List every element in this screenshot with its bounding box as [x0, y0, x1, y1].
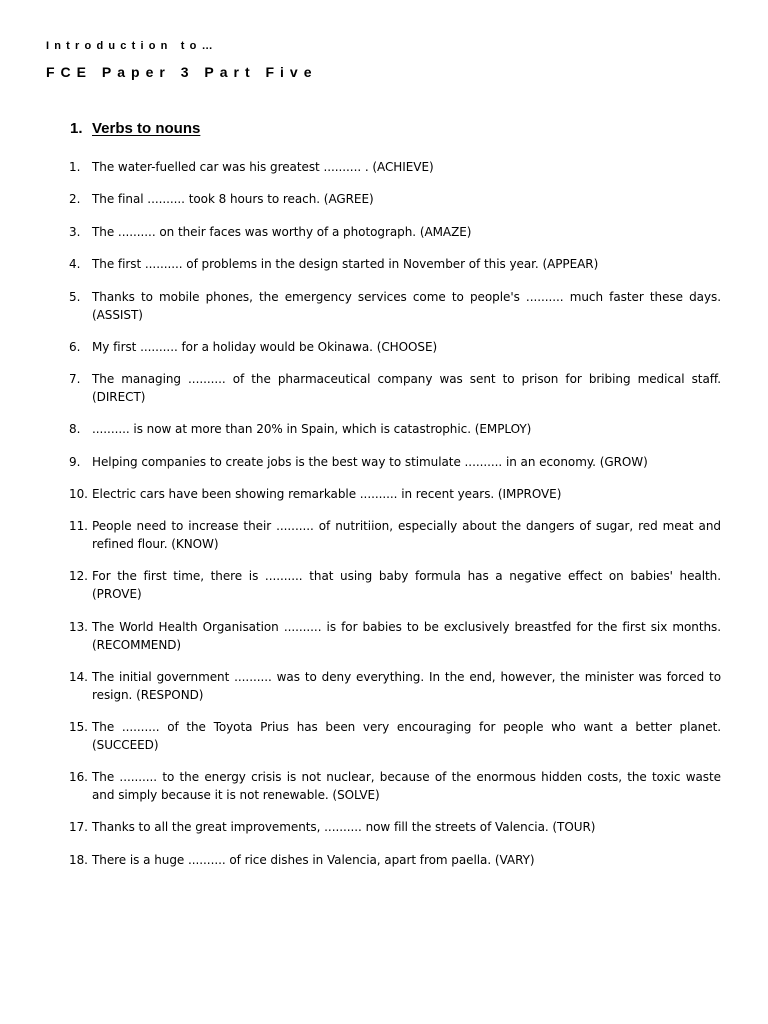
section-number: 1. — [70, 120, 83, 137]
exercise-text: .......... is now at more than 20% in Spain, which is catastrophic. (EMPLOY) — [92, 422, 532, 436]
exercise-text: The water-fuelled car was his greatest .......... . (ACHIEVE) — [92, 160, 434, 174]
exercise-item — [69, 454, 721, 472]
exercise-number: 15. — [69, 720, 88, 734]
exercise-number: 2. — [69, 192, 81, 206]
exercise-number: 1. — [69, 160, 81, 174]
exercise-item — [69, 421, 721, 439]
exercise-item — [69, 769, 721, 804]
exercise-text: The .......... on their faces was worthy of a photograph. (AMAZE) — [92, 225, 472, 239]
exercise-number: 7. — [69, 372, 81, 386]
exercise-text: People need to increase their .......... of nutritiion, especially about the dangers of sugar, red meat and refined flour. (KNOW) — [92, 519, 721, 551]
exercise-item — [69, 191, 721, 209]
exercise-text: My first .......... for a holiday would be Okinawa. (CHOOSE) — [92, 340, 438, 354]
exercise-text: Thanks to mobile phones, the emergency services come to people's .......... much faster these days. (ASSIST) — [92, 290, 721, 322]
exercise-item — [69, 852, 721, 870]
exercise-number: 18. — [69, 853, 88, 867]
exercise-item — [69, 719, 721, 754]
section-title: Verbs to nouns — [92, 120, 201, 137]
exercise-number: 6. — [69, 340, 81, 354]
exercise-item — [69, 669, 721, 704]
exercise-item — [69, 159, 721, 177]
exercise-item — [69, 568, 721, 603]
exercise-text: The World Health Organisation .......... is for babies to be exclusively breastfed for the first six months. (RECOMMEND) — [92, 620, 721, 652]
exercise-number: 4. — [69, 257, 81, 271]
exercise-text: For the first time, there is .......... that using baby formula has a negative effect on babies' health. (PROVE) — [92, 569, 721, 601]
exercise-item — [69, 819, 721, 837]
exercise-item — [69, 224, 721, 242]
section-heading — [70, 120, 200, 137]
exercise-number: 3. — [69, 225, 81, 239]
exercise-item — [69, 619, 721, 654]
exercise-number: 10. — [69, 487, 88, 501]
exercise-text: Thanks to all the great improvements, .......... now fill the streets of Valencia. (TOUR) — [92, 820, 596, 834]
exercise-number: 9. — [69, 455, 81, 469]
exercise-text: The .......... to the energy crisis is not nuclear, because of the enormous hidden costs, the toxic waste and simply because it is not renewable. (SOLVE) — [92, 770, 721, 802]
exercise-text: There is a huge .......... of rice dishes in Valencia, apart from paella. (VARY) — [92, 853, 535, 867]
exercise-number: 12. — [69, 569, 88, 583]
exercise-item — [69, 289, 721, 324]
exercise-item — [69, 256, 721, 274]
exercise-item — [69, 339, 721, 357]
exercise-number: 8. — [69, 422, 81, 436]
exercise-text: The initial government .......... was to deny everything. In the end, however, the minister was forced to resign. (RESPOND) — [92, 670, 721, 702]
exercise-number: 14. — [69, 670, 88, 684]
exercise-number: 5. — [69, 290, 81, 304]
exercise-text: Helping companies to create jobs is the best way to stimulate .......... in an economy. (GROW) — [92, 455, 648, 469]
exercise-text: The managing .......... of the pharmaceutical company was sent to prison for bribing medical staff. (DIRECT) — [92, 372, 721, 404]
exercise-number: 17. — [69, 820, 88, 834]
kicker-heading: Introduction to… — [46, 40, 218, 52]
exercise-text: The .......... of the Toyota Prius has been very encouraging for people who want a better planet. (SUCCEED) — [92, 720, 721, 752]
exercise-number: 16. — [69, 770, 88, 784]
exercise-text: Electric cars have been showing remarkable .......... in recent years. (IMPROVE) — [92, 487, 562, 501]
exercise-item — [69, 486, 721, 504]
exercise-number: 13. — [69, 620, 88, 634]
exercise-item — [69, 518, 721, 553]
exercise-number: 11. — [69, 519, 88, 533]
exercise-text: The first .......... of problems in the design started in November of this year. (APPEAR) — [92, 257, 599, 271]
exercise-item — [69, 371, 721, 406]
exercise-text: The final .......... took 8 hours to reach. (AGREE) — [92, 192, 374, 206]
page-title: FCE Paper 3 Part Five — [46, 64, 318, 80]
